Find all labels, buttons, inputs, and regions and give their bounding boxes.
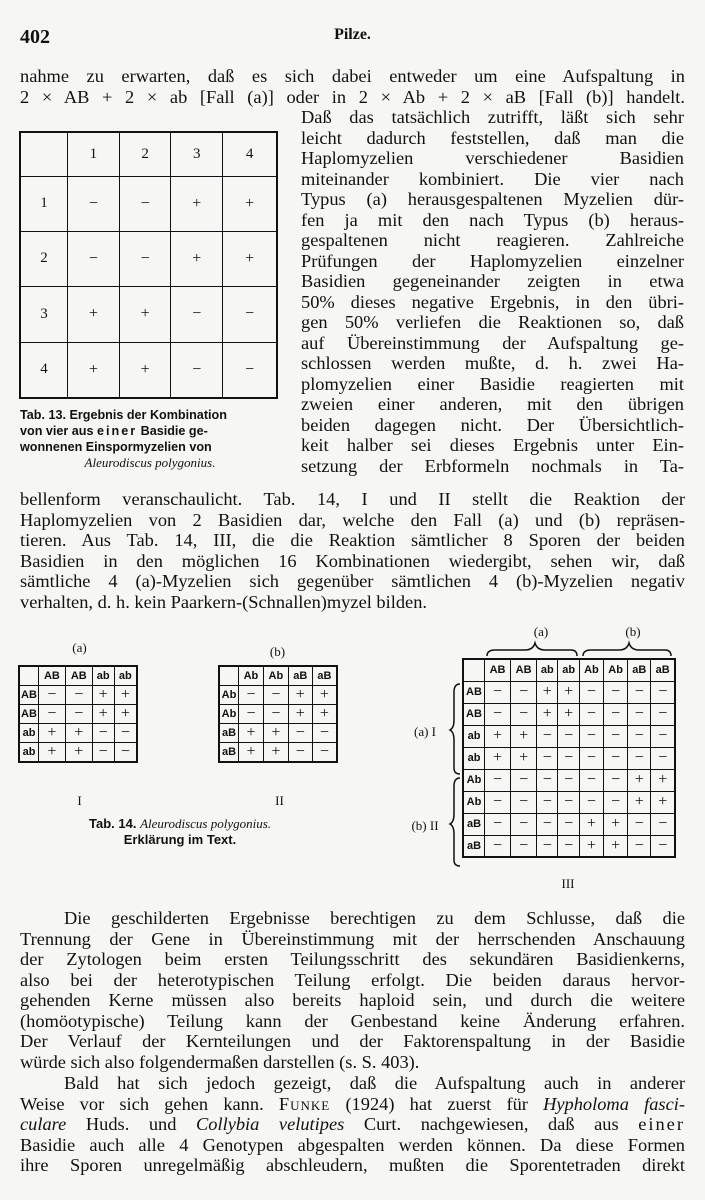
table-cell: −	[511, 769, 537, 791]
table-row	[19, 686, 137, 705]
row-header: AB	[19, 686, 39, 705]
table-cell: −	[579, 769, 603, 791]
table-cell: −	[651, 703, 675, 725]
caption-text: von vier aus	[20, 424, 94, 438]
row-header: 2	[20, 231, 68, 286]
table-cell: −	[119, 231, 171, 286]
species-name: culare	[20, 1114, 67, 1134]
caption-text: Erklärung im Text.	[123, 832, 237, 847]
table-cell: +	[511, 725, 537, 747]
tab14-III-bottom-label: III	[561, 876, 575, 891]
table-cell: −	[68, 231, 120, 286]
table-cell: −	[92, 724, 114, 743]
text-line: Haplomyzelien von 2 Basidien dar, welche den Fall (a) und (b) repräsen-	[20, 509, 685, 530]
side-braces	[448, 682, 462, 868]
table-cell: +	[114, 705, 137, 724]
table-14-II	[218, 665, 338, 763]
table-cell: −	[171, 286, 223, 342]
table-cell: +	[288, 705, 312, 724]
table-cell: −	[604, 791, 628, 813]
table-cell: −	[604, 769, 628, 791]
table-corner	[20, 132, 68, 176]
table-cell: +	[119, 286, 171, 342]
table-row	[219, 743, 337, 763]
table-cell: −	[511, 681, 537, 703]
text-line: ihre Sporen unregelmäßig abschleudern, mußten die Sporentetraden direkt	[20, 1155, 685, 1175]
table-cell: −	[68, 176, 120, 231]
table-cell: −	[579, 681, 603, 703]
text-line: 2 × AB + 2 × ab [Fall (a)] oder in 2 × Ab + 2 × aB [Fall (b)] handelt.	[20, 86, 685, 107]
table-cell: +	[239, 743, 264, 763]
table-cell: −	[537, 813, 558, 835]
table-row	[463, 747, 675, 769]
text-line	[20, 1094, 685, 1115]
table-cell: −	[263, 705, 288, 724]
text-line: gehenden Kerne müssen also bereits haploid sein, und durch die weitere	[20, 990, 685, 1010]
table-cell: −	[485, 769, 511, 791]
col-header: aB	[312, 666, 337, 686]
text-line: Typus (a) herausgespaltenen Myzelien dür-	[301, 189, 684, 209]
table-cell: +	[537, 681, 558, 703]
table-cell: −	[651, 747, 675, 769]
table-cell: −	[537, 747, 558, 769]
text-line: gespaltenen nicht reagieren. Zahlreiche	[301, 230, 684, 250]
table-corner	[19, 666, 39, 686]
intro-text	[20, 66, 685, 107]
text-line: der Zytologen beim ersten Teilungsschritt des sekundären Basidienkerns,	[20, 949, 685, 969]
table-cell: −	[171, 342, 223, 398]
paragraph-3	[20, 1073, 685, 1176]
col-header: Ab	[579, 659, 603, 681]
table-cell: −	[114, 743, 137, 763]
tab14-III-top-label-b: (b)	[625, 624, 641, 639]
table-row	[20, 286, 277, 342]
col-header: Ab	[263, 666, 288, 686]
col-header: Ab	[239, 666, 264, 686]
row-header: aB	[219, 724, 239, 743]
page-number: 402	[20, 26, 50, 48]
table-cell: +	[485, 725, 511, 747]
table-cell: +	[579, 835, 603, 857]
text-line: Die geschilderten Ergebnisse berechtigen zu dem Schlusse, daß die	[64, 908, 685, 928]
text-line: Prüfungen der Haplomyzelien einzelner	[301, 250, 684, 271]
table-cell: −	[628, 813, 651, 835]
table-cell: −	[65, 686, 92, 705]
col-header: AB	[511, 659, 537, 681]
species-name: Hypholoma fasci-	[543, 1093, 685, 1114]
row-header: 3	[20, 286, 68, 342]
table-cell: +	[65, 743, 92, 763]
table-cell: −	[537, 835, 558, 857]
col-header: 4	[223, 132, 277, 176]
table-cell: −	[92, 743, 114, 763]
caption-text: Tab. 13. Ergebnis der Kombination	[20, 408, 227, 422]
col-header: ab	[114, 666, 137, 686]
caption-text: Basidie ge-	[140, 424, 208, 438]
row-header: ab	[463, 725, 485, 747]
col-header: AB	[39, 666, 66, 686]
table-row	[219, 705, 337, 724]
text-line: keit halber sei dieses Ergebnis unter Ein-	[301, 435, 684, 455]
table-cell: +	[288, 686, 312, 705]
table-cell: −	[651, 813, 675, 835]
table-corner	[219, 666, 239, 686]
body-text	[20, 489, 685, 612]
row-header: Ab	[219, 705, 239, 724]
table-cell: +	[604, 835, 628, 857]
table-cell: −	[39, 705, 66, 724]
text-line: verhalten, d. h. kein Paarkern-(Schnallen)myzel bilden.	[20, 591, 428, 612]
table-cell: −	[558, 769, 579, 791]
table-cell: −	[628, 681, 651, 703]
table-cell: +	[579, 813, 603, 835]
tab14-II-top-label: (b)	[269, 644, 286, 659]
table-cell: +	[39, 743, 66, 763]
row-header: Ab	[463, 791, 485, 813]
table-cell: −	[628, 725, 651, 747]
col-header: 2	[119, 132, 171, 176]
table-cell: +	[92, 705, 114, 724]
table-cell: −	[239, 686, 264, 705]
table-cell: −	[558, 791, 579, 813]
table-cell: −	[511, 703, 537, 725]
row-header: AB	[463, 703, 485, 725]
table-cell: −	[114, 724, 137, 743]
tab14-III-side-label-b: (b) II	[411, 818, 439, 833]
table-14-caption	[40, 816, 320, 848]
table-cell: −	[651, 681, 675, 703]
table-cell: +	[65, 724, 92, 743]
text-line: Basidien gegeneinander zeigten in etwa	[301, 271, 684, 291]
text-line: bellenform veranschaulicht. Tab. 14, I und II stellt die Reaktion der	[20, 489, 685, 509]
table-cell: −	[579, 791, 603, 813]
caption-text: wonnenen Einspormyzelien von	[20, 440, 212, 454]
table-row	[19, 724, 137, 743]
table-row	[463, 681, 675, 703]
col-header: AB	[485, 659, 511, 681]
table-cell: +	[171, 176, 223, 231]
table-cell: +	[558, 703, 579, 725]
table-cell: −	[39, 686, 66, 705]
paragraph-2	[20, 908, 685, 1072]
table-cell: −	[558, 813, 579, 835]
text-line: beiden dagegen nicht. Der Übersichtlich-	[301, 414, 684, 435]
table-cell: −	[604, 725, 628, 747]
table-cell: +	[39, 724, 66, 743]
text-line: miteinander kombiniert. Die vier nach	[301, 168, 684, 189]
table-row	[463, 725, 675, 747]
row-header: Ab	[219, 686, 239, 705]
table-cell: −	[579, 725, 603, 747]
table-row	[463, 703, 675, 725]
text-fragment: Weise vor sich gehen kann.	[20, 1093, 264, 1114]
text-line: Trennung der Gene in Übereinstimmung mit der herrschenden Anschauung	[20, 928, 685, 949]
table-cell: −	[537, 725, 558, 747]
table-cell: −	[485, 835, 511, 857]
text-line: auf Übereinstimmung der Aufspaltung ge-	[301, 332, 684, 353]
table-cell: +	[263, 724, 288, 743]
table-cell: −	[223, 342, 277, 398]
species-name: Collybia velutipes	[196, 1114, 345, 1134]
text-line: fen ja mit den nach Typus (b) heraus-	[301, 209, 684, 230]
col-header: ab	[558, 659, 579, 681]
table-cell: −	[579, 703, 603, 725]
text-line: würde sich also folgendermaßen darstellen (s. S. 403).	[20, 1051, 420, 1072]
text-line: also bei der heterotypischen Teilung erfolgt. Die beiden daraus hervor-	[20, 969, 685, 990]
tab14-II-bottom-label: II	[275, 793, 284, 808]
col-header: aB	[288, 666, 312, 686]
table-cell: −	[628, 747, 651, 769]
table-cell: −	[239, 705, 264, 724]
table-cell: −	[558, 835, 579, 857]
row-header: 1	[20, 176, 68, 231]
text-line: zweien einer anderen, mit den übrigen	[301, 394, 684, 414]
table-14-III	[462, 658, 676, 858]
table-cell: +	[68, 342, 120, 398]
row-header: AB	[463, 681, 485, 703]
text-line: 50% dieses negative Ergebnis, in den übri-	[301, 291, 684, 312]
tab14-I-top-label: (a)	[72, 640, 87, 655]
table-cell: −	[579, 747, 603, 769]
table-cell: +	[119, 342, 171, 398]
text-line: leicht dadurch feststellen, daß man die	[301, 127, 684, 148]
text-fragment: (1924) hat zuerst für	[345, 1093, 528, 1114]
table-cell: +	[537, 703, 558, 725]
table-row	[219, 686, 337, 705]
table-cell: −	[604, 703, 628, 725]
table-cell: +	[92, 686, 114, 705]
table-14-I	[18, 665, 138, 763]
row-header: ab	[463, 747, 485, 769]
caption-text: Tab. 14.	[88, 816, 137, 831]
table-cell: −	[604, 681, 628, 703]
row-header: AB	[19, 705, 39, 724]
table-cell: −	[312, 724, 337, 743]
table-13	[19, 131, 278, 399]
table-row	[20, 231, 277, 286]
row-header: Ab	[463, 769, 485, 791]
col-header: AB	[65, 666, 92, 686]
table-cell: −	[651, 835, 675, 857]
col-header: ab	[537, 659, 558, 681]
table-cell: −	[558, 747, 579, 769]
table-cell: +	[628, 769, 651, 791]
table-cell: −	[485, 703, 511, 725]
table-row	[463, 813, 675, 835]
table-corner	[463, 659, 485, 681]
text-line: nahme zu erwarten, daß es sich dabei entweder um eine Aufspaltung in	[20, 66, 685, 86]
text-line: gen 50% verliefen die Reaktionen so, daß	[301, 312, 684, 332]
table-row	[463, 791, 675, 813]
table-cell: +	[628, 791, 651, 813]
table-row	[19, 705, 137, 724]
row-header: aB	[463, 835, 485, 857]
table-cell: −	[628, 835, 651, 857]
text-fragment: einer	[638, 1114, 685, 1134]
text-line: schlossen werden mußte, d. h. zwei Ha-	[301, 353, 684, 373]
text-line: Daß das tatsächlich zutrifft, läßt sich sehr	[301, 107, 684, 127]
col-header: ab	[92, 666, 114, 686]
table-cell: −	[312, 743, 337, 763]
table-cell: +	[171, 231, 223, 286]
table-row	[20, 176, 277, 231]
table-cell: +	[558, 681, 579, 703]
table-cell: −	[288, 724, 312, 743]
table-cell: +	[485, 747, 511, 769]
text-line: tieren. Aus Tab. 14, III, die die Reaktion sämtlicher 8 Sporen der beiden	[20, 530, 685, 550]
tab14-I-bottom-label: I	[77, 793, 82, 808]
table-cell: +	[263, 743, 288, 763]
table-row	[463, 769, 675, 791]
table-cell: −	[604, 747, 628, 769]
text-line: Der Verlauf der Kernteilungen und der Faktorenspaltung in der Basidie	[20, 1031, 685, 1051]
table-cell: −	[223, 286, 277, 342]
text-line: sämtliche 4 (a)-Myzelien sich gegenüber sämtlichen 4 (b)-Myzelien negativ	[20, 571, 685, 591]
table-13-caption	[20, 407, 280, 471]
author-name: Funke	[278, 1093, 331, 1114]
col-header: aB	[651, 659, 675, 681]
table-cell: −	[511, 813, 537, 835]
text-fragment: Huds. und	[85, 1114, 177, 1134]
table-cell: +	[312, 686, 337, 705]
table-cell: +	[604, 813, 628, 835]
col-header: 1	[68, 132, 120, 176]
table-cell: +	[651, 791, 675, 813]
table-cell: +	[114, 686, 137, 705]
text-line: plomyzelien einer Basidie reagierten mit	[301, 373, 684, 394]
col-header: Ab	[604, 659, 628, 681]
table-cell: +	[68, 286, 120, 342]
col-header: 3	[171, 132, 223, 176]
table-row	[219, 724, 337, 743]
tab14-III-side-label-a: (a) I	[413, 724, 436, 739]
table-cell: −	[651, 725, 675, 747]
table-cell: −	[288, 743, 312, 763]
top-braces	[485, 640, 675, 660]
running-title: Pilze.	[334, 26, 371, 43]
col-header: aB	[628, 659, 651, 681]
table-row	[463, 835, 675, 857]
text-line: (homöotypische) Teilung kann der Genbestand keine Änderung erfahren.	[20, 1010, 685, 1031]
table-cell: +	[223, 176, 277, 231]
table-cell: −	[511, 791, 537, 813]
table-cell: −	[65, 705, 92, 724]
right-column-text	[301, 107, 684, 476]
table-cell: −	[485, 681, 511, 703]
table-cell: +	[312, 705, 337, 724]
caption-species: Aleurodiscus polygonius.	[84, 455, 216, 470]
text-line: Haplomyzelien verschiedener Basidien	[301, 148, 684, 168]
text-line: Bald hat sich jedoch gezeigt, daß die Aufspaltung auch in anderer	[64, 1073, 685, 1093]
table-cell: −	[537, 769, 558, 791]
text-line: Basidien in den möglichen 16 Kombinationen wiedergibt, sehen wir, daß	[20, 550, 685, 571]
caption-text: einer	[97, 424, 138, 438]
text-line	[20, 1114, 685, 1135]
page-header	[20, 22, 685, 48]
table-cell: −	[485, 813, 511, 835]
table-cell: −	[511, 835, 537, 857]
table-cell: +	[511, 747, 537, 769]
row-header: ab	[19, 743, 39, 763]
row-header: 4	[20, 342, 68, 398]
tab14-III-top-label-a: (a)	[533, 624, 549, 639]
table-cell: −	[558, 725, 579, 747]
text-fragment: Curt. nachgewiesen, daß aus	[363, 1114, 619, 1134]
text-line: Basidie auch alle 4 Genotypen abgespalten werden können. Da diese Formen	[20, 1134, 685, 1155]
text-line: setzung der Erbformeln nochmals in Ta-	[301, 455, 684, 476]
caption-species: Aleurodiscus polygonius.	[140, 816, 272, 831]
row-header: aB	[463, 813, 485, 835]
table-cell: −	[628, 703, 651, 725]
table-row	[19, 743, 137, 763]
table-cell: −	[263, 686, 288, 705]
table-cell: +	[223, 231, 277, 286]
table-cell: +	[239, 724, 264, 743]
table-cell: +	[651, 769, 675, 791]
table-cell: −	[485, 791, 511, 813]
table-row	[20, 342, 277, 398]
table-cell: −	[537, 791, 558, 813]
table-cell: −	[119, 176, 171, 231]
row-header: ab	[19, 724, 39, 743]
row-header: aB	[219, 743, 239, 763]
